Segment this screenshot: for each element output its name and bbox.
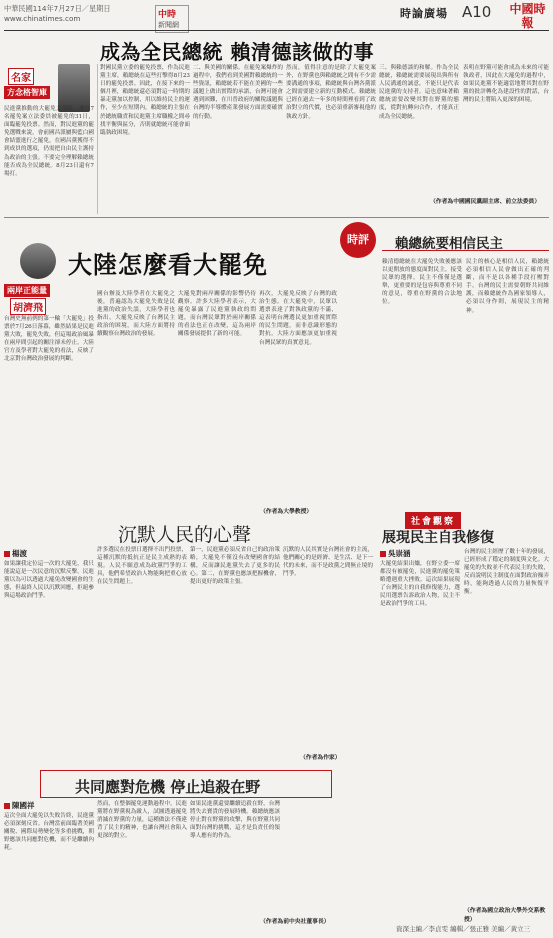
article4-endnote: （作者為國立政治大學外交系教授） [464, 908, 546, 923]
article3-headline: 沉默人民的心聲 [118, 524, 252, 546]
article4-author: 吳崇涵 [388, 549, 411, 558]
article4-col1: 大罷免結果出爐，在野立委一席都沒有被罷免，民進黨的罷免策略遭遇重大挫敗。這次結果展現了台灣民主的自我修復能力，選民用選票告訴政治人物，民主不是政治鬥爭的工具。 [380, 561, 460, 608]
opinion-col2: 民主的核心是相信人民，賴總統必須相信人民會做出正確的判斷，而不是以各種手段打壓對手。台灣的民主需要朝野共同維護，而賴總統作為國家領導人，必須以身作則，展現民主的精神。 [466, 259, 549, 314]
bullet-square [4, 551, 10, 557]
article5-col3: 如果民進黨還要繼續追殺在野，台灣將失去寶貴的發展時機。賴總統應該停止對在野黨的攻擊，與在野黨共同面對台灣的挑戰，這才是負責任的領導人應有的作為。 [190, 801, 280, 840]
article3-col1: 如果讓我定位這一次的大罷免，我只能說這是一次民意的沉默反擊。民進黨以為可以透過大罷免改變國會的生態，但最終人民以沉默回應，拒絕參與這場政治鬥爭。 [4, 561, 94, 600]
article3-author: 楊渡 [12, 549, 27, 558]
author2-name: 胡濟飛 [10, 298, 46, 315]
article1-headline: 成為全民總統 賴清德該做的事 [100, 40, 374, 64]
article5-byline [4, 800, 35, 811]
article1-col1: 民進黨推動的大罷免大潰敗，遭有7名罷免案立法委員被罷免的31日，面臨罷免投票。然而，對民進黨的罷免選戰來說，會前國昌派屬與藍白國會結盟進行之罷免，在國昌黨獲得不到成員的選項，仍需把自由民主護持為政治的主張。不要完全理解賴總統能否成為全民總統。8月23日還有7場打。 [4, 106, 94, 177]
column-tag: 名家 [8, 68, 34, 85]
article2-col2: 國台辦及大陸學者在大罷免之後，普遍認為大罷免失敗是民進黨的政治失誤，大陸學者也指出，大罷免反映了台灣民主政治的困境，而大陸方面將持續觀察台灣政治的發展。 [97, 291, 175, 338]
date-line: 中華民國114年7月27日／星期日 [4, 4, 111, 13]
bullet-square [380, 551, 386, 557]
bullet-square [4, 803, 10, 809]
article5-endnote: （作者為前中央社董事長） [260, 919, 330, 925]
article1-col5: 三、與賴德談的和解。作為全民總統，賴總統需要展現出與所有人民溝通的誠意，不能只是代表民進黨的支持者。這也意味著賴總統需要改變其對在野黨的態度，從對抗轉向合作，才能真正成為全民總統。 [379, 65, 459, 120]
article5-col1: 這次全面大罷免以失敗告終，民進黨必須深刻反省。台灣當前面臨著美國關稅、國際局勢變化等多重挑戰，朝野應該共同應對危機，而不是繼續內耗。 [4, 813, 94, 852]
article3-endnote: （作者為作家） [300, 755, 341, 761]
logo-sub: 新聞網 [158, 21, 179, 29]
section-title: 時論廣場 [400, 7, 448, 20]
article2-col1: 台灣史無前例的第一輪「大罷免」投票於7月26日落幕，雖然結果是民進黨大敗，罷免失敗，但這場政治風暴在兩岸間引起的關注卻未停止。大陸官方及學者對大罷免的看法，反映了北京對台灣政治發展的判斷。 [4, 316, 94, 363]
newspaper-logo [155, 5, 189, 33]
opinion-col1: 賴清德總統在大罷免失敗後應該以更開放的態度面對民主，接受民眾的選擇。民主不僅僅是選舉，更重要的是包容與尊重不同的意見，尊重在野黨的合法地位。 [382, 259, 462, 306]
article3-col3: 第一，民進黨必須反省自己的政治策略，大罷免不僅沒有改變國會的結構，反而讓民進黨失去了更多的民心。第二，在野黨也應該把握機會，提出更好的政策主張。 [190, 547, 280, 586]
header-meta [4, 4, 111, 24]
article3-col2: 許多選民在投票日選擇不出門投票，這種沉默的抵抗正是民主成熟的表現。人民不願意成為政黨鬥爭的工具，他們希望政治人物能夠把重心放在民生問題上。 [97, 547, 187, 586]
opinion-badge: 時評 [340, 222, 376, 258]
page-number: A10 [462, 3, 492, 21]
article1-col6: 表明在野黨可能會成為未來的可能執政者，因此在大罷免的過程中，如果民進黨不能適當地將其對在野黨的批評轉化為建設性的對話，台灣的民主將陷入更深的困境。 [463, 65, 549, 104]
editor-credits: 資深主編／李貞雯 編輯／張正雅 美編／黃立三 [396, 925, 531, 933]
article3-byline [4, 548, 27, 559]
article2-col3: 大罷免對兩岸關係的影響仍待觀察。許多大陸學者表示，大罷免暴露了民進黨執政的問題，而台灣民眾對於兩岸關係的看法也正在改變，這為兩岸關係發展提供了新的可能。 [178, 291, 256, 338]
opinion-headline: 賴總統要相信民主 [395, 236, 503, 252]
social-observation-tag: 社會觀察 [405, 512, 461, 529]
article2-col4: 再次，大罷免反映了台灣的政治生態。在大罷免中，民眾以選票表達了對執政黨的不滿，這表明台灣選民更加重視實際的民生問題，而非意識形態的對抗。大陸方面應該更加重視台灣民眾的真實意見。 [259, 291, 337, 346]
author2-photo [20, 243, 56, 279]
article5-col2: 然而，在整個罷免運動過程中，民進黨將在野黨視為敵人，試圖透過罷免消滅在野黨的力量，這種做法不僅違背了民主的精神，也讓台灣社會陷入更深的對立。 [97, 801, 187, 840]
header-rule [4, 30, 549, 31]
article1-col4: 然而，值得注意的是除了大罷免案外，在野黨也與賴總統之間有不少需要溝通的事項，賴總統與台灣各黨派之間需要建立新的互動模式。賴總統已經在過去一年多的時間裡看到了政治對立的代價，也必須重新審視他的執政方針。 [286, 65, 376, 120]
article1-endnote: （作者為中國國民黨副主席、前立法委員） [430, 199, 541, 205]
section-rule [4, 217, 549, 218]
article4-byline [380, 548, 411, 559]
article2-headline: 大陸怎麼看大罷免 [68, 250, 268, 279]
divider [97, 64, 98, 214]
article1-col2: 對國民黨立委的罷免投票，作為民進黨主席，賴總統在這些打擊得8月23日的罷免投票。因此，在接下來的一個月裡，賴總統還必須對這一時期的暴走黨加以控制，用以維持民主的運作，至少在短期內，賴總統的主張在於總統職責和民進黨主席職權之間尋找平衡與區分，否則就總統可能會面臨執政困境。 [100, 65, 190, 136]
article1-col3: 二、與美國的關係。在罷免案爆炸的過程中，我們看到美國對賴總統的一些資訊，賴總統若不能在美國的一些議題上做出實際的承諾，台灣可能會遇到困難，在川普政府的關稅議題與台灣的半導體產業發展方面需要確實的行動。 [193, 65, 283, 120]
article4-headline: 展現民主自我修復 [382, 530, 494, 546]
logo-main: 中時 [158, 10, 177, 20]
article5-headline: 共同應對危機 停止追殺在野 [75, 778, 261, 796]
article2-endnote: （作者為大學教授） [260, 509, 313, 515]
site-url[interactable]: www.chinatimes.com [4, 14, 81, 23]
article4-col2: 台灣的民主經歷了數十年的發展，已經形成了穩定的制度與文化。大罷免的失敗並不代表民主的失敗，反而說明民主制度在面對政治操弄時，能夠透過人民的力量恢復平衡。 [464, 549, 549, 596]
author-name: 方念格智庫 [4, 86, 50, 99]
article3-col4: 沉默的人民其實是台灣社會的主流，他們關心的是經濟、是生活、是下一代的未來，而不是政黨之間無止境的鬥爭。 [283, 547, 373, 578]
brand-logo [505, 2, 550, 32]
column-tag-2: 兩岸正能量 [4, 284, 50, 297]
article5-author: 陳國祥 [12, 801, 35, 810]
brand-name: 中國時報 [509, 2, 546, 30]
